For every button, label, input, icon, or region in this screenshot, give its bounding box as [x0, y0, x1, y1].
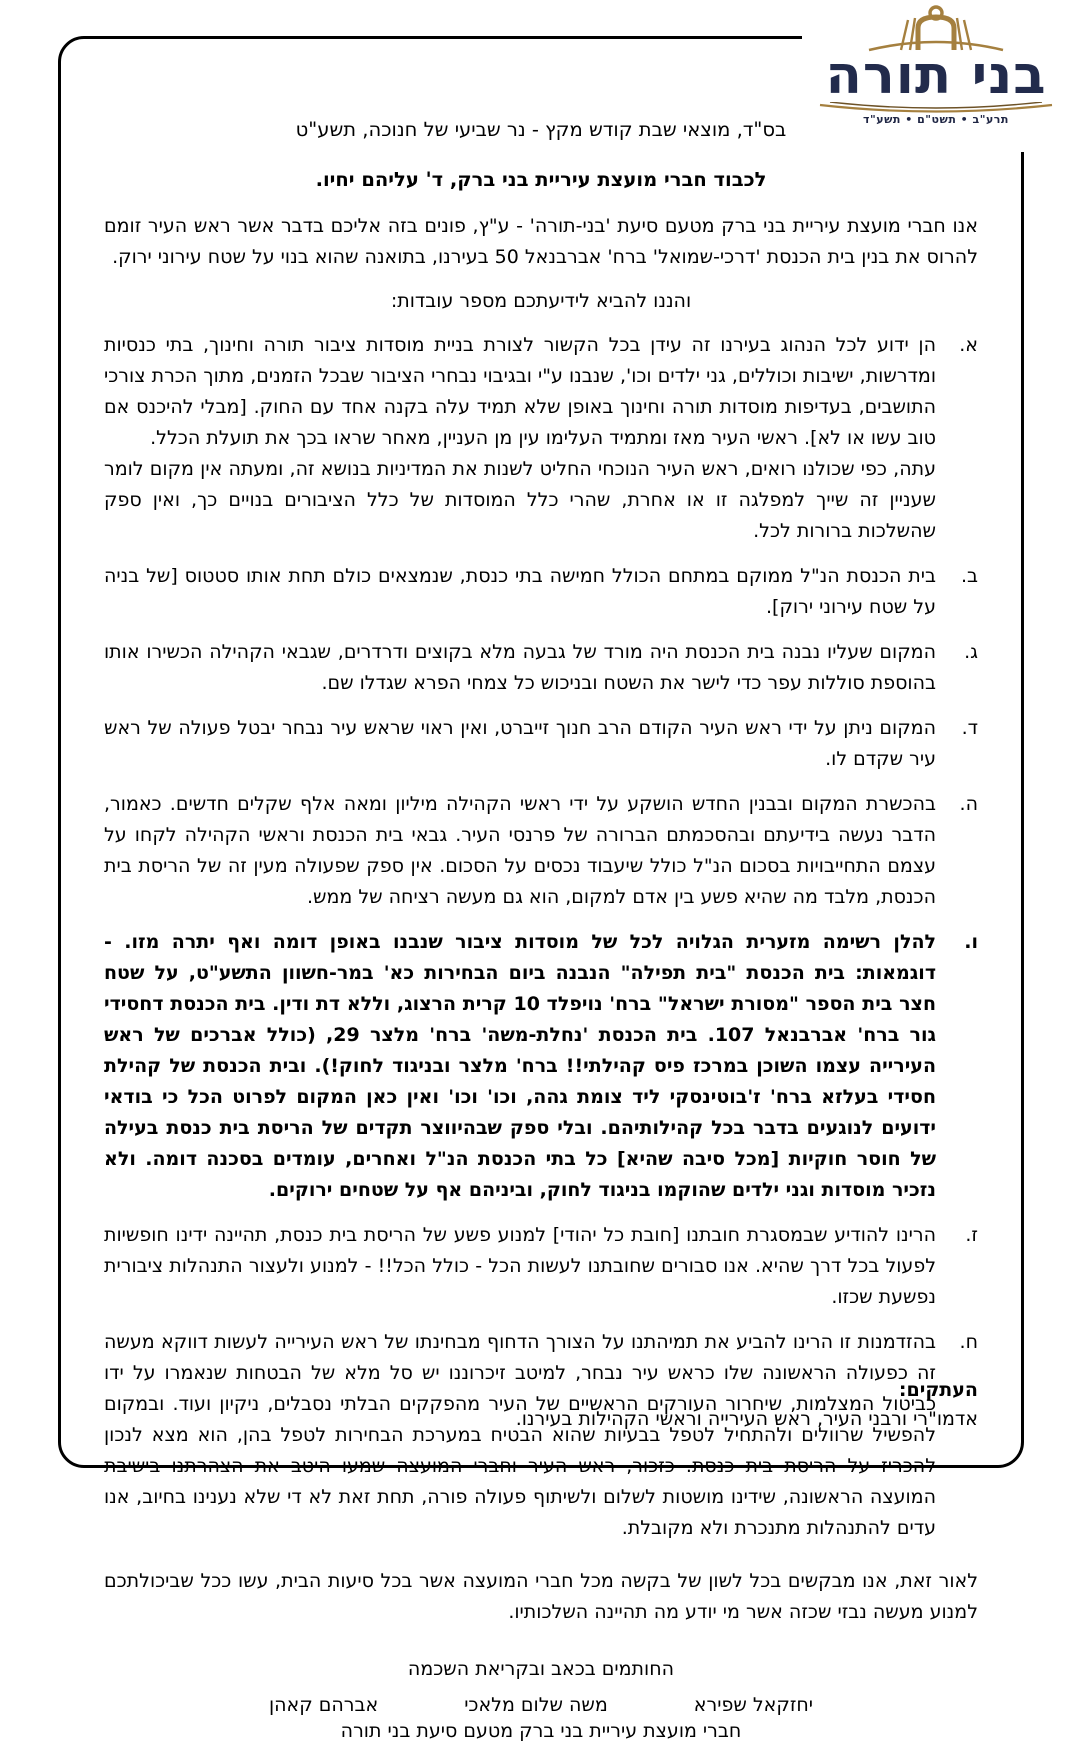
signers-role: חברי מועצת עיריית בני ברק מטעם סיעת בני תורה: [340, 1720, 742, 1742]
intro-paragraph: אנו חברי מועצת עיריית בני ברק מטעם סיעת 'בני-תורה' - ע"ץ, פונים בזה אליכם בדבר אשר ראש העיר זומם להרוס את בנין בית הכנסת 'דרכי-שמואל' ברח' אברבנאל 50 בעירנו, בתואנה שהוא בנוי על שטח עירוני ירוק.: [104, 215, 978, 268]
salutation: לכבוד חברי מועצת עיריית בני ברק, ד' עליהם יחיו.: [315, 168, 767, 191]
copies-section: [104, 1376, 978, 1434]
logo-subtitle: תרע"ב • תשט"ם • תשע"ד: [863, 113, 1009, 126]
item-extra-text: עתה, כפי שכולנו רואים, ראש העיר הנוכחי החליט לשנות את המדיניות בנושא זה, ומעתה אין מקום לומר שעניין זה שייך למפלגה זו או אחרת, שהרי כלל המוסדות של כלל הציבורים בנויים כך, ואין ספק שהשלכות ברורות לכל.: [104, 458, 936, 542]
list-item: [104, 330, 978, 547]
item-text: המקום שעליו נבנה בית הכנסת היה מורד של גבעה מלא בקוצים ודרדרים, שגבאי הקהילה הכשירו אותו בהוספת סוללות עפר כדי לישר את השטח ובניכוש כל צמחי הפרא שגדלו שם.: [104, 641, 936, 694]
intro-lead-in: והננו להביא לידיעתכם מספר עובדות:: [390, 290, 692, 312]
item-text: בהכשרת המקום ובבנין החדש הושקע על ידי ראשי הקהילה מיליון ומאה אלף שקלים חדשים. כאמור, הדבר נעשה בידיעתם ובהסכמתם הברורה של פרנסי העיר. גבאי בית הכנסת וראשי הקהילה לקחו על עצמם התחייבויות בסכום הנ"ל כולל שיעבוד נכסים על הסכום. אין ספק שפעולה מעין זה של הריסת בית הכנסת, מלבד מה שהיא פשע בין אדם למקום, הוא גם מעשה רציחה של ממש.: [104, 793, 936, 908]
letter-body: [104, 168, 978, 1742]
item-marker: ד.: [961, 717, 978, 739]
list-item-highlighted: [104, 927, 978, 1206]
item-marker: ח.: [959, 1331, 978, 1353]
numbered-claims-list: [104, 330, 978, 1544]
signer-list: [104, 1694, 978, 1716]
item-text: המקום ניתן על ידי ראש העיר הקודם הרב חנוך זייברט, ואין ראוי שראש עיר נבחר יבטל פעולה של ראש עיר שקדם לו.: [104, 717, 936, 770]
item-marker: ג.: [964, 641, 978, 663]
signer-name: יחזקאל שפירא: [693, 1694, 814, 1716]
copies-title: העתקים:: [898, 1379, 978, 1401]
list-item: [104, 637, 978, 699]
item-marker: ז.: [965, 1224, 978, 1246]
document-content: [58, 36, 1024, 1742]
signer-name: משה שלום מלאכי: [464, 1694, 608, 1716]
list-item: [104, 561, 978, 623]
crown-with-open-book-icon: [861, 4, 1011, 52]
item-text: בית הכנסת הנ"ל ממוקם במתחם הכולל חמישה בתי כנסת, שנמצאים כולם תחת אותו סטטוס [של בניה על שטח עירוני ירוק].: [104, 565, 936, 618]
signature-intro: החותמים בכאב ובקריאת השכמה: [407, 1658, 675, 1680]
item-marker: א.: [959, 334, 978, 356]
item-text: הן ידוע לכל הנהוג בעירנו זה עידן בכל הקשור לצורת בניית מוסדות ציבור תורה וחינוך, בתי כנסיות ומדרשות, ישיבות וכוללים, גני ילדים וכו', שנבנו ע"י ובגיבוי נבחרי הציבור שבכל הזמנים, מתוך הכרת צורכי התושבים, בעדיפות מוסדות תורה וחינוך באופן שלא תמיד עלה בקנה אחד עם החוק. [מבלי להיכנס אם טוב עשו או לא]. ראשי העיר מאז ומתמיד העלימו עין מן העניין, מאחר שראו בכך את תועלת הכלל.: [104, 334, 936, 449]
item-text: להלן רשימה מזערית הגלויה לכל של מוסדות ציבור שנבנו באופן דומה ואף יתרה מזו. - דוגמאות: בית הכנסת "בית תפילה" הנבנה ביום הבחירות כא' במר-חשוון התשע"ט, על שטח חצר בית הספר "מסורת ישראל" ברח' נויפלד 10 קרית הרצוג, וללא דת ודין. בית הכנסת דחסידי גור ברח' אברבנאל 107. בית הכנסת 'נחלת-משה' ברח' מלצר 29, (כולל אברכים של ראש העירייה עצמו השוכן במרכז פיס קהילתי!! ברח' מלצר ובניגוד לחוק!). ובית הכנסת של קהילת חסידי בעלזא ברח' ז'בוטינסקי ליד צומת גהה, וכו' וכו' ואין כאן המקום לפרוט הכל כי בודאי ידועים לנוגעים בדבר בכל קהילותיהם. ובלי ספק שבהיווצר תקדים של הריסת בית כנסת בעילה של חוסר חוקיות [מכל סיבה שהיא] כל בתי הכנסת הנ"ל ואחרים, עומדים בסכנה דומה. ולא נזכיר מוסדות וגני ילדים שהוקמו בניגוד לחוק, וביניהם אף על שטחים ירוקים.: [104, 931, 936, 1201]
list-item: [104, 1327, 978, 1544]
item-marker: ו.: [964, 931, 978, 953]
dateline: בס"ד, מוצאי שבת קודש מקץ - נר שביעי של חנוכה, תשע"ט: [295, 118, 787, 141]
list-item: [104, 1220, 978, 1313]
closing-paragraph: לאור זאת, אנו מבקשים בכל לשון של בקשה מכל חברי המועצה אשר בכל סיעות הבית, עשו ככל שביכולתכם למנוע מעשה נבזי שכזה אשר מי יודע מה תהיינה השלכותיו.: [104, 1570, 978, 1623]
signer-name: אברהם קאהן: [268, 1694, 379, 1716]
organization-logo: [802, 0, 1070, 152]
item-text: הרינו להודיע שבמסגרת חובתנו [חובת כל יהודי] למנוע פשע של הריסת בית כנסת, תהיינה ידינו חופשיות לפעול בכל דרך שהיא. אנו סבורים שחובתנו לעשות הכל - כולל הכל!! - למנוע ולעצור התנהלות ציבורית נפשעת שכזו.: [104, 1224, 936, 1308]
list-item: [104, 789, 978, 913]
list-item: [104, 713, 978, 775]
logo-wordmark: בני תורה: [825, 45, 1047, 106]
item-marker: ב.: [960, 565, 978, 587]
item-text: בהזדמנות זו הרינו להביע את תמיהתנו על הצורך הדחוף מבחינתו של ראש העירייה לעשות דווקא מעשה זה כפעולה הראשונה שלו כראש עיר נבחר, למיטב זיכרוננו יש סל מלא של הבטחות שנאמרו על ידו כביטול המצלמות, שיחרור העורקים הראשיים של העיר מהפקקים הבלתי נסבלים, ניקיון ועוד. ובמקום להפשיל שרוולים ולהתחיל לטפל בבעיות שהוא הבטיח במערכת הבחירות לטפל בהן, הוא מצא לנכון להכריז על הריסת בית כנסת. כזכור, ראש העיר וחברי המועצה שמעו היטב את הצהרתנו בישיבת המועצה הראשונה, שידינו מושטות לשלום ולשיתוף פעולה פורה, תחת זאת לא די שלא נענינו בחיוב, אנו עדים להתנהלות מתנכרת ולא מקובלת.: [104, 1331, 936, 1539]
copies-recipients: אדמו"רי ורבני העיר, ראש העירייה וראשי הקהילות בעירנו.: [515, 1408, 978, 1430]
item-marker: ה.: [959, 793, 978, 815]
